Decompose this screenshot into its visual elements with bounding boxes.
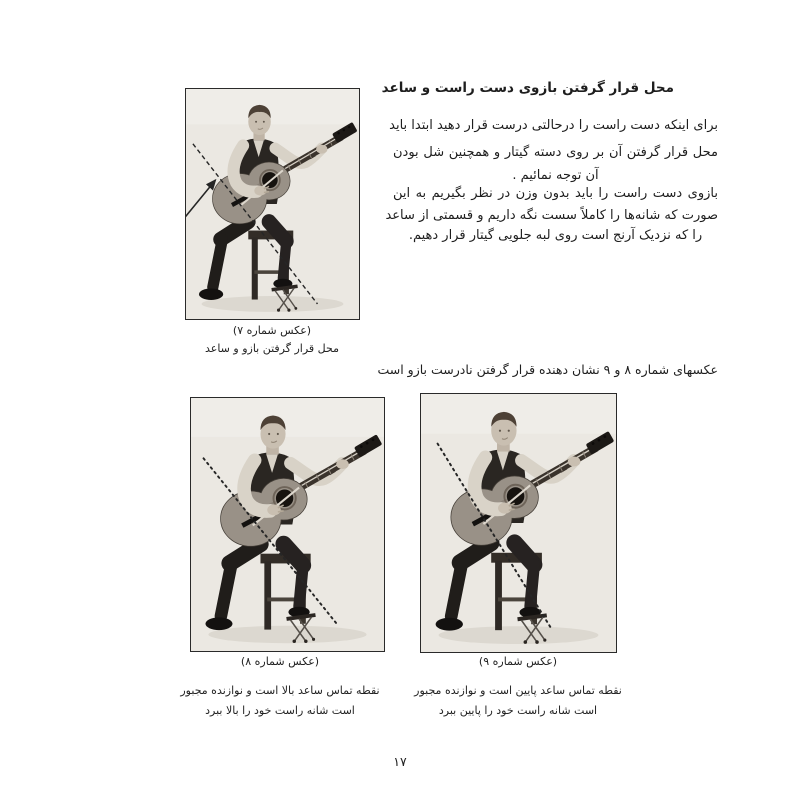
photo-8-caption-line1: نقطه تماس ساعد بالا است و نوازنده مجبور (180, 684, 380, 697)
paragraph2-line2: صورت که شانه‌ها را کاملاً سست نگه داریم و قسمتی از ساعد (385, 208, 718, 223)
paragraph1-line1: برای اینکه دست راست را درحالتی درست قرار دهید ابتدا باید (389, 118, 718, 133)
paragraph2-line3: را که نزدیک آرنج است روی لبه جلویی گیتار قرار دهیم. (408, 228, 703, 243)
photo-7-label: (عکس شماره ۷) (232, 324, 312, 337)
photo-8-label: (عکس شماره ۸) (240, 655, 320, 668)
photo-9-frame (420, 393, 617, 653)
photo-9-caption-line1: نقطه تماس ساعد پایین است و نوازنده مجبور (414, 684, 622, 697)
photo-9-label: (عکس شماره ۹) (478, 655, 558, 668)
guitarist-figure (191, 398, 384, 651)
section-heading: محل قرار گرفتن بازوی دست راست و ساعد (381, 80, 674, 96)
guitarist-figure (421, 394, 616, 652)
photo-7-frame (185, 88, 360, 320)
paragraph1-line2: محل قرار گرفتن آن بر روی دسته گیتار و همچنین شل بودن (393, 145, 718, 160)
photo-8-frame (190, 397, 385, 652)
paragraph2-line1: بازوی دست راست را باید بدون وزن در نظر بگیریم به این (393, 186, 718, 201)
photo-9-caption-line2: است شانه راست خود را پایین ببرد (438, 704, 598, 717)
paragraph1-line3: آن توجه نمائیم . (512, 168, 599, 183)
photo-7-image (186, 89, 359, 319)
photo-9-image (421, 394, 616, 652)
incorrect-position-note: عکسهای شماره ۸ و ۹ نشان دهنده قرار گرفتن نادرست بازو است (377, 362, 718, 377)
photo-8-caption-line2: است شانه راست خود را بالا ببرد (205, 704, 355, 717)
photo-8-image (191, 398, 384, 651)
page-number: ۱۷ (393, 754, 407, 769)
photo-7-caption: محل قرار گرفتن بازو و ساعد (204, 342, 339, 355)
guitarist-figure (186, 89, 359, 319)
